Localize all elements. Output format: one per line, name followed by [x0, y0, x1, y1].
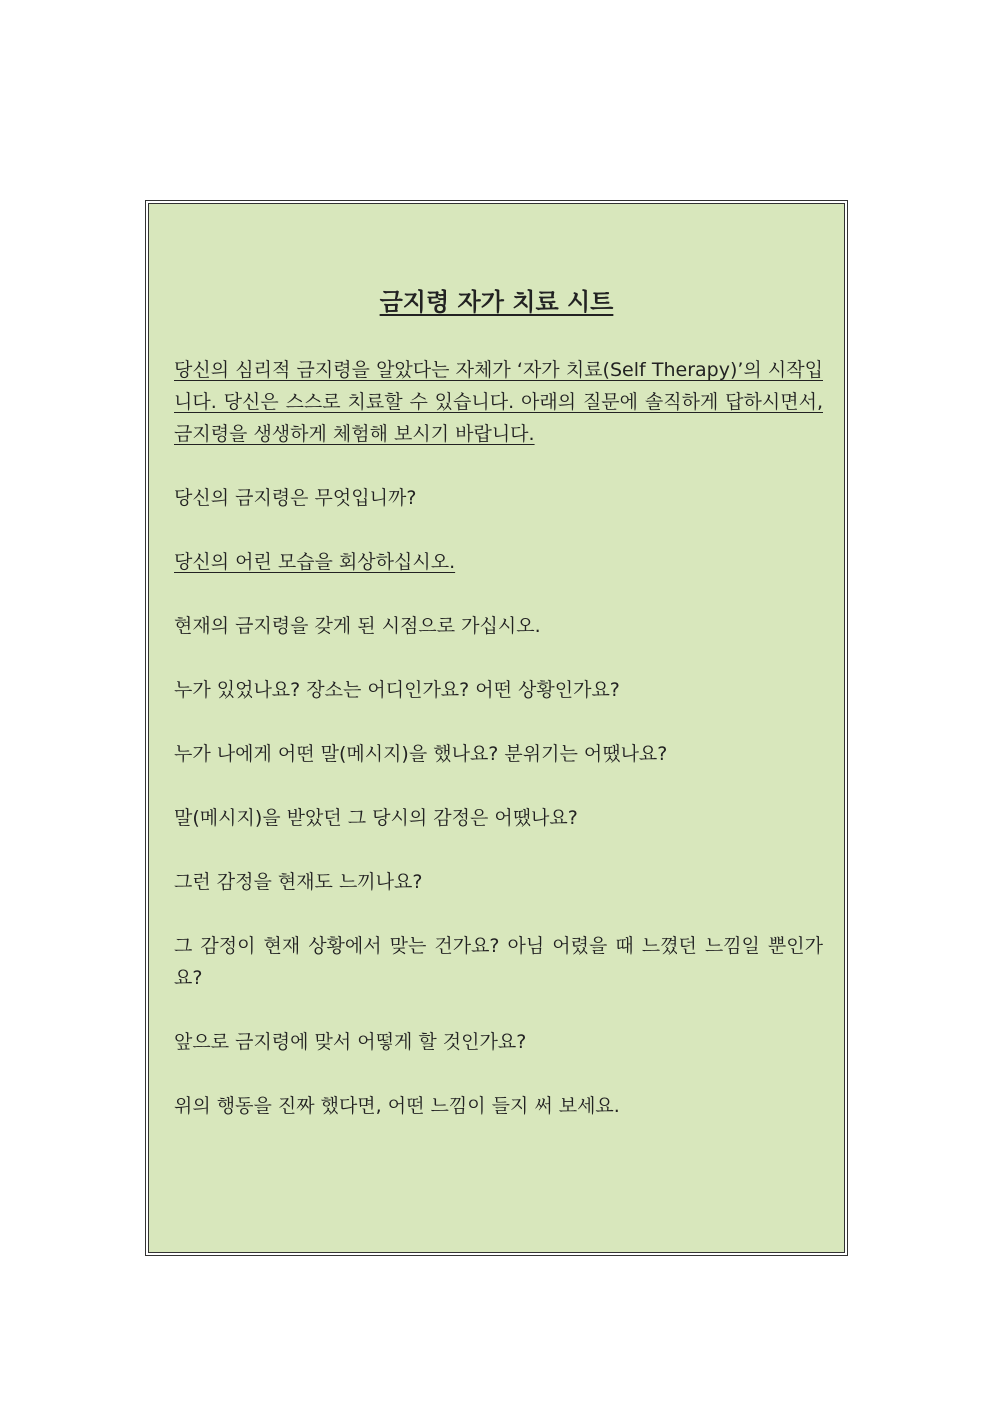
- question-6: 말(메시지)을 받았던 그 당시의 감정은 어땠나요?: [174, 807, 578, 829]
- question-5: 누가 나에게 어떤 말(메시지)을 했나요? 분위기는 어땠나요?: [174, 743, 668, 765]
- question-4: 누가 있었나요? 장소는 어디인가요? 어떤 상황인가요?: [174, 679, 620, 701]
- sheet-content-box: [148, 203, 845, 1253]
- question-7: 그런 감정을 현재도 느끼나요?: [174, 871, 423, 893]
- self-therapy-sheet: [145, 200, 848, 1256]
- question-10: 위의 행동을 진짜 했다면, 어떤 느낌이 들지 써 보세요.: [174, 1095, 620, 1117]
- question-2: 당신의 어린 모습을 회상하십시오.: [174, 551, 456, 573]
- sheet-title: 금지령 자가 치료 시트: [379, 288, 614, 316]
- question-8: 그 감정이 현재 상황에서 맞는 건가요? 아님 어렸을 때 느꼈던 느낌일 뿐인가요?: [174, 935, 823, 989]
- question-9: 앞으로 금지령에 맞서 어떻게 할 것인가요?: [174, 1031, 527, 1053]
- question-3: 현재의 금지령을 갖게 된 시점으로 가십시오.: [174, 615, 541, 637]
- sheet-intro: 당신의 심리적 금지령을 알았다는 자체가 ‘자가 치료(Self Therapy)’의 시작입니다. 당신은 스스로 치료할 수 있습니다. 아래의 질문에 솔직하게 답하시면서, 금지령을 생생하게 체험해 보시기 바랍니다.: [174, 359, 823, 445]
- question-1: 당신의 금지령은 무엇입니까?: [174, 487, 417, 509]
